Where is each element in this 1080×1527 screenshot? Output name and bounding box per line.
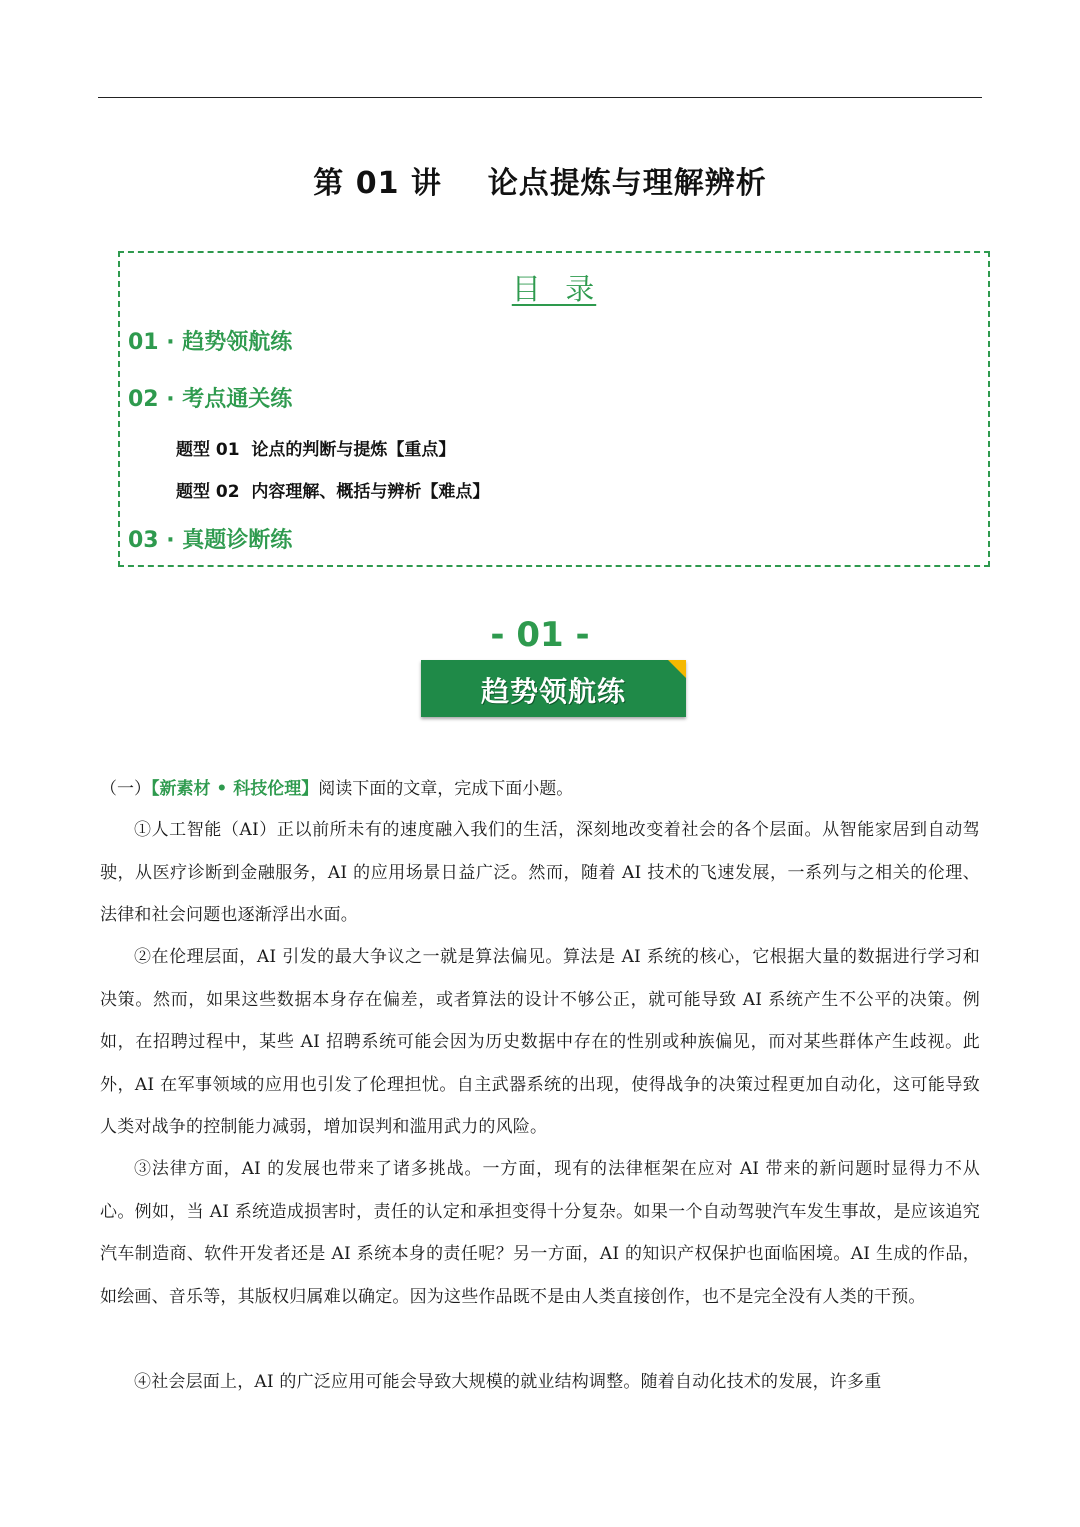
toc-subitem-type02[interactable]: 题型 02 内容理解、概括与辨析【难点】 [176, 482, 490, 502]
question-intro [100, 776, 980, 802]
toc-item-real-exam[interactable]: 03 · 真题诊断练 [128, 528, 293, 553]
page-title: 第 01 讲 论点提炼与理解辨析 [313, 166, 767, 201]
paragraph-3: ③法律方面，AI 的发展也带来了诸多挑战。一方面，现有的法律框架在应对 AI 带来的新问题时显得力不从心。例如，当 AI 系统造成损害时，责任的认定和承担变得十分复杂。如果一个自动驾驶汽车发生事故，是应该追究汽车制造商、软件开发者还是 AI 系统本身的责任呢？另一方面，AI 的知识产权保护也面临困境。AI 生成的作品，如绘画、音乐等，其版权归属难以确定。因为这些作品既不是由人类直接创作，也不是完全没有人类的干预。 [100, 1159, 980, 1307]
header-rule [98, 97, 982, 98]
section-banner [421, 660, 686, 717]
toc-title: 目 录 [511, 272, 597, 306]
section-banner-label: 趋势领航练 [480, 675, 626, 708]
table-of-contents [118, 251, 990, 567]
toc-item-checkpoint[interactable]: 02 · 考点通关练 [128, 387, 293, 412]
paragraph-4: ④社会层面上，AI 的广泛应用可能会导致大规模的就业结构调整。随着自动化技术的发展，许多重 [134, 1372, 882, 1392]
question-tag: 【新素材 • 科技伦理】 [151, 779, 319, 799]
question-instruction: 阅读下面的文章，完成下面小题。 [318, 779, 574, 799]
question-prefix: （一） [100, 779, 151, 799]
toc-item-trend[interactable]: 01 · 趋势领航练 [128, 330, 293, 355]
paragraph-2: ②在伦理层面，AI 引发的最大争议之一就是算法偏见。算法是 AI 系统的核心，它根据大量的数据进行学习和决策。然而，如果这些数据本身存在偏差，或者算法的设计不够公正，就可能导致 AI 系统产生不公平的决策。例如，在招聘过程中，某些 AI 招聘系统可能会因为历史数据中存在的性别或种族偏见，而对某些群体产生歧视。此外，AI 在军事领域的应用也引发了伦理担忧。自主武器系统的出现，使得战争的决策过程更加自动化，这可能导致人类对战争的控制能力减弱，增加误判和滥用武力的风险。 [100, 947, 980, 1137]
section-number: - 01 - [490, 615, 590, 655]
paragraph-1: ①人工智能（AI）正以前所未有的速度融入我们的生活，深刻地改变着社会的各个层面。从智能家居到自动驾驶，从医疗诊断到金融服务，AI 的应用场景日益广泛。然而，随着 AI 技术的飞速发展，一系列与之相关的伦理、法律和社会问题也逐渐浮出水面。 [100, 820, 980, 925]
toc-subitem-type01[interactable]: 题型 01 论点的判断与提炼【重点】 [176, 440, 456, 460]
